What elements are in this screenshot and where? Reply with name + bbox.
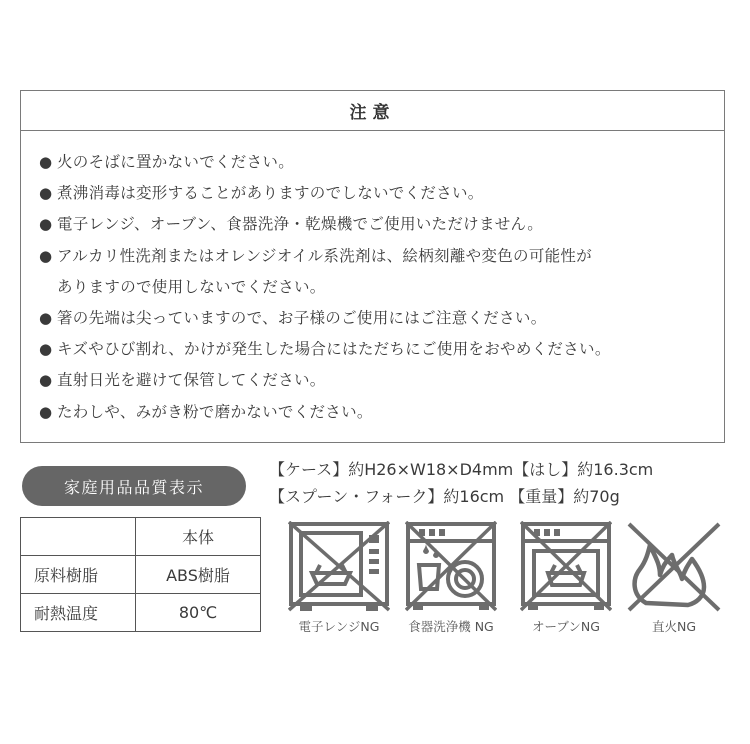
bullet-icon: ● xyxy=(39,402,53,421)
spec-line-1: 【ケース】約H26×W18×D4mm【はし】約16.3cm xyxy=(269,460,654,479)
caution-text: 電子レンジ、オーブン、食器洗浄・乾燥機でご使用いただけません。 xyxy=(57,215,544,234)
table-header-cell: 本体 xyxy=(136,518,261,556)
bullet-icon: ● xyxy=(39,309,53,328)
caution-text: 直射日光を避けて保管してください。 xyxy=(57,371,326,390)
caution-text: アルカリ性洗剤またはオレンジオイル系洗剤は、絵柄刻離や変色の可能性が xyxy=(57,246,593,265)
open-flame-ng-label: 直火NG xyxy=(651,619,697,634)
caution-item xyxy=(39,241,724,303)
dishwasher-ng-icon xyxy=(405,521,497,613)
spec-text xyxy=(269,456,653,510)
table-header-row xyxy=(21,518,261,556)
table-cell: ABS樹脂 xyxy=(136,556,261,594)
oven-ng-icon xyxy=(520,521,612,613)
caution-title: 注意 xyxy=(21,91,724,131)
quality-label-badge: 家庭用品品質表示 xyxy=(22,466,246,506)
table-row xyxy=(21,594,261,632)
caution-item xyxy=(39,209,724,240)
table-row-label: 耐熱温度 xyxy=(21,594,136,632)
caution-item xyxy=(39,303,724,334)
microwave-ng-label: 電子レンジNG xyxy=(298,619,380,634)
caution-box xyxy=(20,90,725,443)
caution-item xyxy=(39,147,724,178)
bullet-icon: ● xyxy=(39,153,53,171)
caution-text: 煮沸消毒は変形することがありますのでしないでください。 xyxy=(57,184,484,203)
caution-item xyxy=(39,178,724,209)
caution-list xyxy=(21,131,724,428)
bullet-icon: ● xyxy=(39,371,53,390)
oven-ng-label: オーブンNG xyxy=(532,619,600,634)
table-cell xyxy=(21,518,136,556)
bullet-icon: ● xyxy=(39,246,53,265)
caution-item xyxy=(39,397,724,428)
table-row xyxy=(21,556,261,594)
caution-text: たわしや、みがき粉で磨かないでください。 xyxy=(57,402,373,421)
spec-line-2: 【スプーン・フォーク】約16cm 【重量】約70g xyxy=(269,487,620,506)
bullet-icon: ● xyxy=(39,215,53,234)
dishwasher-ng-label: 食器洗浄機 NG xyxy=(408,619,494,634)
caution-text: キズやひび割れ、かけが発生した場合にはただちにご使用をおやめください。 xyxy=(57,340,611,359)
caution-text-continued: ありますので使用しないでください。 xyxy=(57,277,326,296)
caution-text: 箸の先端は尖っていますので、お子様のご使用にはご注意ください。 xyxy=(57,309,547,328)
table-row-label: 原料樹脂 xyxy=(21,556,136,594)
caution-item xyxy=(39,365,724,396)
caution-item xyxy=(39,334,724,365)
table-cell: 80℃ xyxy=(136,594,261,632)
caution-text: 火のそばに置かないでください。 xyxy=(57,153,295,171)
bullet-icon: ● xyxy=(39,340,53,359)
open-flame-ng-icon xyxy=(626,521,722,613)
bullet-icon: ● xyxy=(39,184,53,203)
microwave-ng-icon xyxy=(288,521,390,613)
quality-table xyxy=(20,517,261,632)
